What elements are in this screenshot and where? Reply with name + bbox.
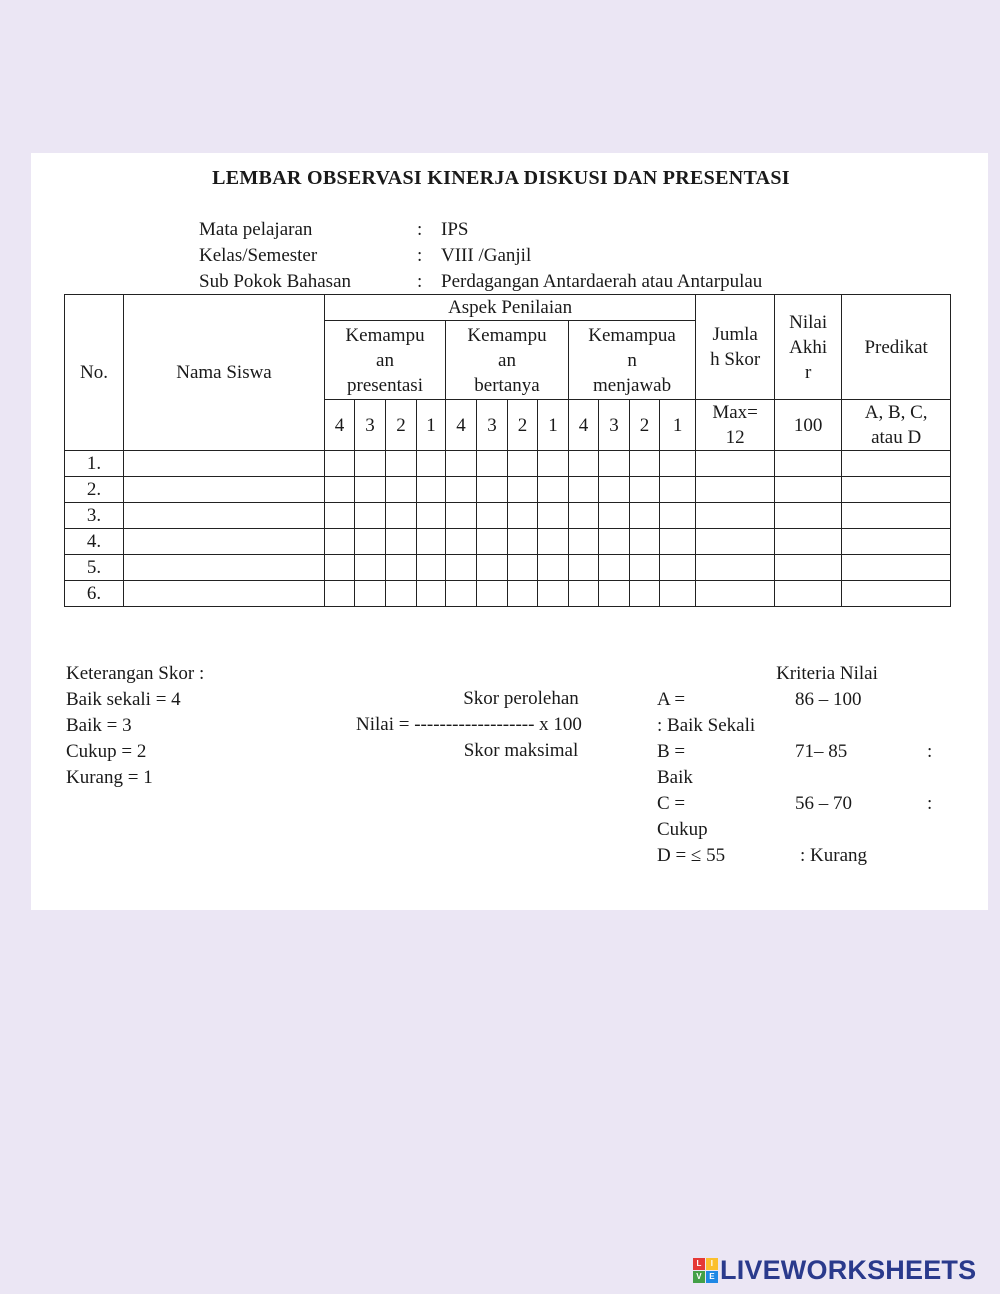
score-input-cell[interactable] [842, 529, 951, 555]
meta-label: Sub Pokok Bahasan [199, 271, 351, 292]
score-input-cell[interactable] [325, 451, 355, 477]
score-cell: 2 [386, 400, 417, 451]
predicate-line: atau D [871, 427, 922, 448]
student-name-cell[interactable] [124, 581, 325, 607]
meta-row-topic [199, 269, 762, 295]
criteria-heading: Kriteria Nilai [776, 663, 878, 684]
criteria-part: 56 – 70 [795, 793, 852, 814]
logo-mark-letter: L [693, 1258, 705, 1270]
table-row [65, 555, 951, 581]
score-input-cell[interactable] [417, 529, 446, 555]
score-input-cell[interactable] [696, 555, 775, 581]
grade-criteria [657, 661, 967, 869]
grade-formula [356, 686, 636, 764]
aspect-line: Kemampua [588, 324, 676, 346]
score-input-cell[interactable] [696, 451, 775, 477]
score-input-cell[interactable] [842, 581, 951, 607]
logo-mark-letter: E [706, 1271, 718, 1283]
table-row [65, 529, 951, 555]
criteria-line [657, 687, 967, 713]
score-input-cell[interactable] [538, 529, 569, 555]
score-input-cell[interactable] [599, 451, 630, 477]
score-cell: 4 [446, 400, 477, 451]
score-cell: 3 [355, 400, 386, 451]
criteria-line [657, 739, 967, 765]
predicate-line: A, B, C, [864, 402, 928, 423]
score-input-cell[interactable] [842, 477, 951, 503]
student-name-cell[interactable] [124, 477, 325, 503]
score-input-cell[interactable] [446, 451, 477, 477]
meta-colon: : [417, 271, 423, 292]
aspect-line: n [627, 349, 637, 371]
criteria-part: B = [657, 741, 686, 762]
score-input-cell[interactable] [599, 555, 630, 581]
meta-colon: : [417, 219, 423, 240]
score-input-cell[interactable] [386, 581, 417, 607]
score-input-cell[interactable] [446, 581, 477, 607]
liveworksheets-logo [693, 1254, 976, 1286]
meta-colon: : [417, 245, 423, 266]
score-input-cell[interactable] [569, 477, 599, 503]
criteria-lines [657, 687, 967, 869]
score-input-cell[interactable] [660, 503, 696, 529]
score-input-cell[interactable] [842, 555, 951, 581]
score-input-cell[interactable] [630, 503, 660, 529]
score-input-cell[interactable] [355, 451, 386, 477]
score-input-cell[interactable] [417, 555, 446, 581]
aspect-line: Kemampu [467, 324, 547, 346]
score-input-cell[interactable] [417, 451, 446, 477]
score-input-cell[interactable] [477, 477, 508, 503]
criteria-part: A = [657, 689, 686, 710]
student-name-cell[interactable] [124, 451, 325, 477]
score-input-cell[interactable] [660, 477, 696, 503]
score-input-cell[interactable] [386, 477, 417, 503]
score-input-cell[interactable] [775, 503, 842, 529]
score-input-cell[interactable] [325, 503, 355, 529]
aspect-line: menjawab [593, 374, 672, 396]
criteria-part: : [927, 793, 933, 814]
logo-mark-letter: V [693, 1271, 705, 1283]
score-input-cell[interactable] [355, 529, 386, 555]
score-input-cell[interactable] [599, 581, 630, 607]
row-number: 6. [65, 581, 124, 607]
score-cell: 3 [477, 400, 508, 451]
score-cell: 2 [630, 400, 660, 451]
meta-value: IPS [441, 219, 469, 240]
score-input-cell[interactable] [775, 529, 842, 555]
row-number: 4. [65, 529, 124, 555]
criteria-part: Cukup [657, 819, 708, 840]
col-total-line: h Skor [710, 349, 761, 370]
score-input-cell[interactable] [477, 529, 508, 555]
score-input-cell[interactable] [446, 555, 477, 581]
table-row [65, 581, 951, 607]
row-number: 2. [65, 477, 124, 503]
score-input-cell[interactable] [599, 477, 630, 503]
row-number: 1. [65, 451, 124, 477]
score-input-cell[interactable] [417, 477, 446, 503]
score-input-cell[interactable] [508, 581, 538, 607]
score-input-cell[interactable] [599, 529, 630, 555]
score-input-cell[interactable] [569, 581, 599, 607]
criteria-part: : Baik Sekali [657, 715, 756, 736]
score-input-cell[interactable] [775, 581, 842, 607]
score-note: Baik sekali = 4 [66, 689, 181, 710]
aspect-line: an [498, 349, 516, 371]
final-max: 100 [775, 400, 842, 451]
score-input-cell[interactable] [660, 451, 696, 477]
total-max-line: 12 [725, 427, 745, 448]
criteria-part: 71– 85 [795, 741, 848, 762]
score-input-cell[interactable] [477, 451, 508, 477]
score-input-cell[interactable] [477, 555, 508, 581]
score-input-cell[interactable] [660, 555, 696, 581]
criteria-part: 86 – 100 [795, 689, 862, 710]
meta-label: Mata pelajaran [199, 219, 313, 240]
score-input-cell[interactable] [386, 529, 417, 555]
score-input-cell[interactable] [355, 503, 386, 529]
score-note: Kurang = 1 [66, 767, 153, 788]
criteria-line [657, 765, 967, 791]
score-note: Baik = 3 [66, 715, 132, 736]
meta-label: Kelas/Semester [199, 245, 318, 266]
table-row [65, 451, 951, 477]
table-row [65, 477, 951, 503]
table-row [65, 503, 951, 529]
score-input-cell[interactable] [508, 477, 538, 503]
score-input-cell[interactable] [446, 477, 477, 503]
score-input-cell[interactable] [386, 503, 417, 529]
student-name-cell[interactable] [124, 503, 325, 529]
score-input-cell[interactable] [508, 555, 538, 581]
meta-value: VIII /Ganjil [441, 245, 532, 266]
score-input-cell[interactable] [569, 451, 599, 477]
score-input-cell[interactable] [325, 555, 355, 581]
score-notes-heading: Keterangan Skor : [66, 663, 205, 684]
score-input-cell[interactable] [538, 503, 569, 529]
score-input-cell[interactable] [325, 529, 355, 555]
score-input-cell[interactable] [660, 581, 696, 607]
score-input-cell[interactable] [599, 503, 630, 529]
score-cell: 2 [508, 400, 538, 451]
score-input-cell[interactable] [696, 581, 775, 607]
score-input-cell[interactable] [630, 581, 660, 607]
score-input-cell[interactable] [386, 451, 417, 477]
criteria-part: Baik [657, 767, 693, 788]
criteria-line [657, 713, 967, 739]
aspect-line: Kemampu [345, 324, 425, 346]
score-input-cell[interactable] [775, 451, 842, 477]
score-input-cell[interactable] [696, 529, 775, 555]
aspect-line: presentasi [347, 374, 423, 396]
student-name-cell[interactable] [124, 529, 325, 555]
score-input-cell[interactable] [325, 581, 355, 607]
criteria-part: : Kurang [800, 845, 868, 866]
formula-denominator: Skor maksimal [463, 740, 579, 761]
score-input-cell[interactable] [446, 503, 477, 529]
score-input-cell[interactable] [386, 555, 417, 581]
col-total-header [696, 295, 775, 400]
score-input-cell[interactable] [630, 529, 660, 555]
aspect-presentation [325, 321, 446, 400]
predicate-options [842, 400, 951, 451]
score-input-cell[interactable] [842, 503, 951, 529]
student-name-cell[interactable] [124, 555, 325, 581]
score-input-cell[interactable] [508, 451, 538, 477]
aspect-header: Aspek Penilaian [325, 295, 696, 321]
criteria-part: D = ≤ 55 [657, 845, 726, 866]
header-row-1 [65, 295, 951, 321]
meta-row-subject [199, 217, 762, 243]
col-final-header [775, 295, 842, 400]
score-input-cell[interactable] [569, 529, 599, 555]
criteria-part: C = [657, 793, 686, 814]
score-cell: 1 [538, 400, 569, 451]
score-input-cell[interactable] [630, 477, 660, 503]
score-input-cell[interactable] [417, 503, 446, 529]
score-input-cell[interactable] [355, 477, 386, 503]
col-final-line: r [804, 361, 812, 383]
total-max [696, 400, 775, 451]
score-input-cell[interactable] [630, 555, 660, 581]
aspect-line: bertanya [474, 374, 540, 396]
score-input-cell[interactable] [325, 477, 355, 503]
score-input-cell[interactable] [630, 451, 660, 477]
score-input-cell[interactable] [538, 451, 569, 477]
aspect-asking [446, 321, 569, 400]
score-input-cell[interactable] [446, 529, 477, 555]
score-input-cell[interactable] [775, 477, 842, 503]
logo-text: LIVEWORKSHEETS [720, 1254, 977, 1285]
score-cell: 4 [325, 400, 355, 451]
score-input-cell[interactable] [775, 555, 842, 581]
criteria-line [657, 843, 967, 869]
score-input-cell[interactable] [660, 529, 696, 555]
criteria-line [657, 791, 967, 817]
score-input-cell[interactable] [569, 555, 599, 581]
score-notes [66, 661, 204, 791]
total-max-line: Max= [712, 402, 758, 423]
score-input-cell[interactable] [355, 555, 386, 581]
aspect-line: an [376, 349, 394, 371]
score-cell: 4 [569, 400, 599, 451]
criteria-part: : [927, 741, 933, 762]
worksheet-page [31, 153, 988, 910]
formula-line: Nilai = ------------------- x 100 [356, 714, 582, 735]
score-cell: 1 [660, 400, 696, 451]
col-predicate-header: Predikat [842, 295, 951, 400]
score-input-cell[interactable] [538, 581, 569, 607]
aspect-answering [569, 321, 696, 400]
row-number: 3. [65, 503, 124, 529]
row-number: 5. [65, 555, 124, 581]
col-final-line: Nilai [789, 311, 828, 333]
col-no-header: No. [65, 295, 124, 451]
score-input-cell[interactable] [508, 503, 538, 529]
meta-info [199, 217, 762, 295]
page-title: LEMBAR OBSERVASI KINERJA DISKUSI DAN PRESENTASI [212, 167, 790, 189]
score-note: Cukup = 2 [66, 741, 147, 762]
score-input-cell[interactable] [355, 581, 386, 607]
score-input-cell[interactable] [477, 503, 508, 529]
col-final-line: Akhi [789, 336, 828, 358]
observation-table [64, 294, 951, 607]
score-input-cell[interactable] [417, 581, 446, 607]
score-input-cell[interactable] [569, 503, 599, 529]
logo-mark-letter: I [706, 1258, 718, 1270]
meta-value: Perdagangan Antardaerah atau Antarpulau [441, 271, 763, 292]
logo-mark-icon [693, 1258, 718, 1283]
formula-numerator: Skor perolehan [463, 688, 579, 709]
score-input-cell[interactable] [842, 451, 951, 477]
score-cell: 3 [599, 400, 630, 451]
col-total-line: Jumla [712, 324, 758, 345]
score-input-cell[interactable] [696, 477, 775, 503]
score-input-cell[interactable] [538, 555, 569, 581]
score-input-cell[interactable] [508, 529, 538, 555]
score-input-cell[interactable] [477, 581, 508, 607]
meta-row-class [199, 243, 762, 269]
col-name-header: Nama Siswa [124, 295, 325, 451]
score-cell: 1 [417, 400, 446, 451]
criteria-line [657, 817, 967, 843]
score-input-cell[interactable] [696, 503, 775, 529]
table-body [65, 451, 951, 607]
score-input-cell[interactable] [538, 477, 569, 503]
